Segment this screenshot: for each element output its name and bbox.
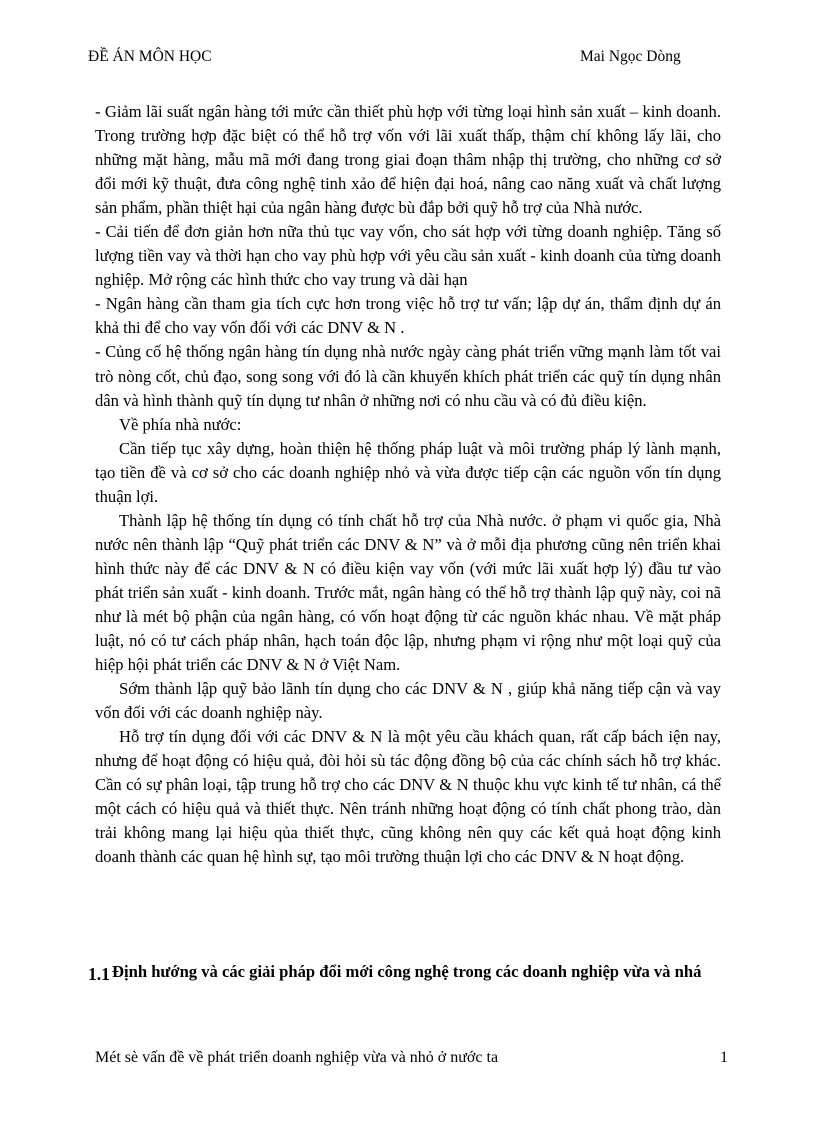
paragraph-credit-support: Hỗ trợ tín dụng đối với các DNV & N là một yêu cầu khách quan, rất cấp bách iện nay, nhưng để hoạt động có hiệu quả, đòi hỏi sù tác động đồng bộ của các chính sách hỗ trợ khác. Cần có sự phân loại, tập trung hỗ trợ cho các DNV & N thuộc khu vực kinh tế tư nhân, cá thể một cách có hiệu quả và thiết thực. Nên tránh những hoạt động có tính chất phong trào, dàn trải không mang lại hiệu qủa thiết thực, cũng không nên quy các kết quả hoạt động kinh doanh thành các quan hệ hình sự, tạo môi trường thuận lợi cho các DNV & N hoạt động. bbox=[95, 727, 721, 867]
header-course-title: ĐỀ ÁN MÔN HỌC bbox=[88, 48, 212, 65]
footer-document-title: Mét sè vấn đề về phát triển doanh nghiệp vừa và nhỏ ở nước ta bbox=[95, 1049, 499, 1066]
section-number: 1.1 bbox=[88, 964, 110, 984]
paragraph-bullet-bank-system: - Củng cố hệ thống ngân hàng tín dụng nhà nước ngày càng phát triển vững mạnh làm tốt vai trò nòng cốt, chủ đạo, song song với đó là cần khuyến khích phát triển các quỹ tín dụng nhân dân và hình thành quỹ tín dụng tư nhân ở những nơi có nhu cầu và có đủ điều kiện. bbox=[95, 342, 721, 410]
paragraph-guarantee-fund: Sớm thành lập quỹ bảo lãnh tín dụng cho các DNV & N , giúp khả năng tiếp cận và vay vốn đối với các doanh nghiệp này. bbox=[95, 679, 721, 723]
section-heading bbox=[88, 960, 728, 984]
section-title: Định hướng và các giải pháp đổi mới công nghệ trong các doanh nghiệp vừa và nhá bbox=[112, 962, 702, 981]
paragraph-credit-system: Thành lập hệ thống tín dụng có tính chất hỗ trợ của Nhà nước. ở phạm vi quốc gia, Nhà nước nên thành lập “Quỹ phát triển các DNV & N” và ở mỗi địa phương cũng nên triển khai hình thức này để các DNV & N có điều kiện vay vốn (với mức lãi xuất hợp lý) đầu tư vào phát triển sản xuất - kinh doanh. Trước mắt, ngân hàng có thể hỗ trợ thành lập quỹ này, coi nã như là mét bộ phận của ngân hàng, có vốn hoạt động từ các nguồn khác nhau. Về mặt pháp luật, nó có tư cách pháp nhân, hạch toán độc lập, nhưng phạm vi rộng như một loại quỹ của hiệp hội phát triển các DNV & N ở Việt Nam. bbox=[95, 510, 721, 675]
paragraph-legal-framework: Cần tiếp tục xây dựng, hoàn thiện hệ thống pháp luật và môi trường pháp lý lành mạnh, tạo tiền đề và cơ sở cho các doanh nghiệp nhỏ và vừa được tiếp cận các nguồn vốn tín dụng thuận lợi. bbox=[95, 438, 721, 506]
paragraph-bullet-bank-consulting: - Ngân hàng cần tham gia tích cực hơn trong việc hỗ trợ tư vấn; lập dự án, thẩm định dự án khả thi để cho vay vốn đối với các DNV & N . bbox=[95, 294, 721, 338]
header-author: Mai Ngọc Dòng bbox=[580, 48, 681, 65]
footer-page-number: 1 bbox=[720, 1049, 728, 1066]
paragraph-bullet-interest-rate: - Giảm lãi suất ngân hàng tới mức cần thiết phù hợp với từng loại hình sản xuất – kinh doanh. Trong trường hợp đặc biệt có thể hỗ trợ vốn với lãi xuất thấp, thậm chí không lấy lãi, cho những mặt hàng, mẫu mã mới đang trong giai đoạn thâm nhập thị trường, cho những cơ sở đổi mới kỹ thuật, đưa công nghệ tinh xảo để hiện đại hoá, nâng cao năng xuất và chất lượng sản phẩm, phần thiệt hại của ngân hàng được bù đắp bởi quỹ hỗ trợ của Nhà nước. bbox=[95, 102, 721, 218]
paragraph-state-heading: Về phía nhà nước: bbox=[119, 414, 242, 434]
paragraph-bullet-loan-procedure: - Cải tiến để đơn giản hơn nữa thủ tục vay vốn, cho sát hợp với từng doanh nghiệp. Tăng số lượng tiền vay và thời hạn cho vay phù hợp với yêu cầu sản xuất - kinh doanh của từng doanh nghiệp. Mở rộng các hình thức cho vay trung và dài hạn bbox=[95, 222, 721, 290]
body-text bbox=[95, 100, 721, 870]
